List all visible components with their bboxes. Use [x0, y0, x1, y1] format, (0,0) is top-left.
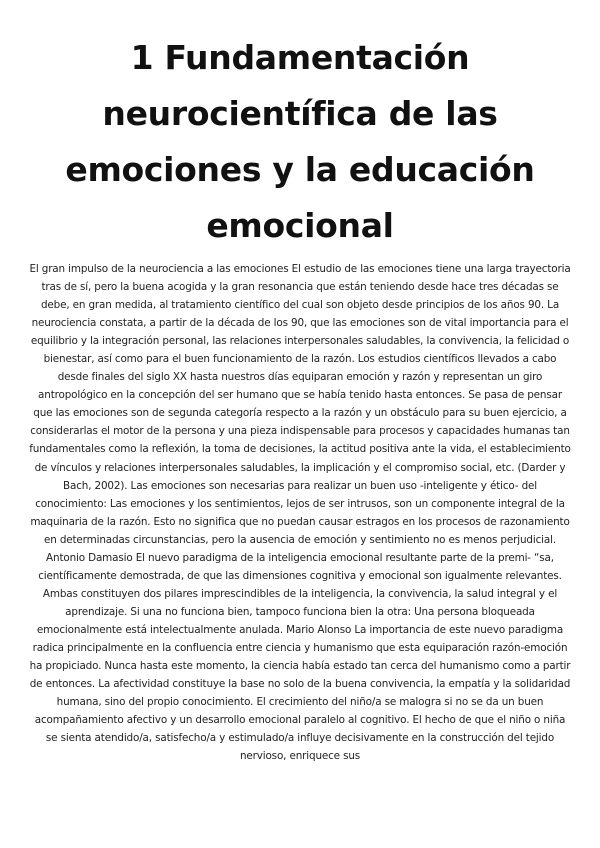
- page-title: 1 Fundamentación neurocientífica de las emociones y la educación emocional: [65, 38, 535, 245]
- body-paragraph: El gran impulso de la neurociencia a las emociones El estudio de las emociones tiene una larga trayectoria tras de sí, pero la buena acogida y la gran resonancia que están teniendo desde hace tres décadas se debe, en gran medida, al tratamiento científico del cual son objeto desde principios de los años 90. La neurociencia constata, a partir de la década de los 90, que las emociones son de vital importancia para el equilibrio y la integración personal, las relaciones interpersonales saludables, la convivencia, la felicidad o bienestar, así como para el buen funcionamiento de la razón. Los estudios científicos llevados a cabo desde finales del siglo XX hasta nuestros días equiparan emoción y razón y representan un giro antropológico en la concepción del ser humano que se había tenido hasta entonces. Se pasa de pensar que las emociones son de segunda categoría respecto a la razón y un obstáculo para su buen ejercicio, a considerarlas el motor de la persona y una pieza indispensable para procesos y capacidades humanas tan fundamentales como la reflexión, la toma de decisiones, la actitud positiva ante la vida, el establecimiento de vínculos y relaciones interpersonales saludables, la implicación y el compromiso social, etc. (Darder y Bach, 2002). Las emociones son necesarias para realizar un buen uso -inteligente y ético- del conocimiento: Las emociones y los sentimientos, lejos de ser intrusos, son un componente integral de la maquinaria de la razón. Esto no significa que no puedan causar estragos en los procesos de razonamiento en determinadas circunstancias, pero la ausencia de emoción y sentimiento no es menos perjudicial. Antonio Damasio El nuevo paradigma de la inteligencia emocional resultante parte de la premi- “sa, científicamente demostrada, de que las dimensiones cognitiva y emocional son igualmente relevantes. Ambas constituyen dos pilares imprescindibles de la inteligencia, la convivencia, la salud integral y el aprendizaje. Si una no funciona bien, tampoco funciona bien la otra: Una persona bloqueada emocionalmente está intelectualmente anulada. Mario Alonso La importancia de este nuevo paradigma radica principalmente en la confluencia entre ciencia y humanismo que esta equiparación razón-emoción ha propiciado. Nunca hasta este momento, la ciencia había estado tan cerca del humanismo como a partir de entonces. La afectividad constituye la base no solo de la buena convivencia, la empatía y la solidaridad humana, sino del propio conocimiento. El crecimiento del niño/a se malogra si no se da un buen acompañamiento afectivo y un desarrollo emocional paralelo al cognitivo. El hecho de que el niño o niña se sienta atendido/a, satisfecho/a y estimulado/a influye decisivamente en la construcción del tejido nervioso, enriquece sus: [29, 263, 571, 763]
